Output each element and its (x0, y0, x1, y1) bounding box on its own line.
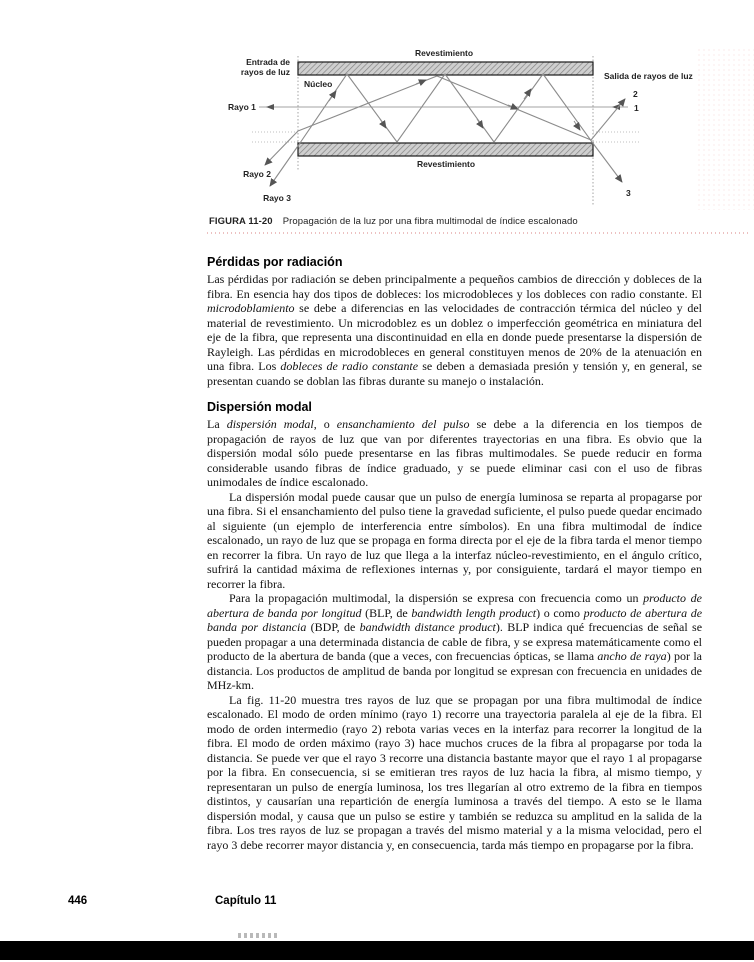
scan-black-bar (0, 941, 754, 960)
ray3-path (300, 74, 592, 143)
label-input-line1: Entrada de (246, 57, 290, 67)
label-input-line2: rayos de luz (240, 67, 290, 77)
paragraph-modal-dispersion-3: Para la propagación multimodal, la dispersión se expresa con frecuencia como un producto de abertura de banda por longitud (BLP, de bandwidth length product) o como producto de abertura de banda por distancia (BDP, de bandwidth distance product). BLP indica qué frecuencias de señal se pueden propagar a una determinada distancia de cable de fibra, y se expresa matemáticamente como el producto de la abertura de banda (que a veces, con frecuencias ópticas, se llama ancho de raya) por la distancia. Los productos de amplitud de banda por longitud se expresan con frecuencia en unidades de MHz-km. (207, 591, 703, 692)
ray2-entry (265, 131, 298, 165)
ray2-dir-arrow-1 (416, 80, 426, 84)
figure-caption-label: FIGURA 11-20 (209, 216, 273, 227)
label-exit3: 3 (626, 188, 631, 198)
label-cladding-bottom: Revestimiento (416, 159, 476, 169)
paragraph-modal-dispersion-2: La dispersión modal puede causar que un pulso de energía luminosa se reparta al propagarse por una fibra. Si el ensanchamiento del pulso tiene la gravedad suficiente, el pulso puede quedar encimado al siguiente (un ejemplo de interferencia entre símbolos). En una fibra multimodal de índice escalonado, un rayo de luz que se propaga en forma directa por el eje de la fibra tarda el menor tiempo en recorrer la fibra. Un rayo de luz que llega a la interfaz núcleo-revestimiento, en el ángulo crítico, sufrirá la cantidad máxima de reflexiones internas y, por consiguiente, tardará el mayor tiempo en recorrer la fibra. (207, 489, 702, 591)
label-exit1: 1 (634, 103, 639, 113)
label-ray1: Rayo 1 (228, 102, 256, 112)
ray2-exit (591, 99, 625, 140)
scan-artifact (238, 933, 280, 938)
page-number: 446 (68, 895, 88, 907)
label-exit2: 2 (633, 89, 638, 99)
label-core: Núcleo (304, 79, 333, 89)
label-output: Salida de rayos de luz (604, 71, 693, 81)
caption-underline-artifact (207, 232, 748, 234)
label-ray2: Rayo 2 (243, 169, 271, 179)
label-ray3: Rayo 3 (263, 193, 291, 203)
ray2-path (298, 76, 591, 140)
cladding-top-bar (298, 62, 593, 75)
ray3-exit (592, 142, 622, 182)
dotted-reference-lines (252, 132, 640, 142)
paragraph-radiation-losses: Las pérdidas por radiación se deben principalmente a pequeños cambios de dirección y dobleces de la fibra. En esencia hay dos tipos de dobleces: los microdobleces y los dobleces con radio constante. El microdoblamiento se debe a diferencias en las velocidades de contracción térmica del núcleo y del material de revestimiento. Un microdoblez es un doblez o imperfección geométrica en miniatura del eje de la fibra, que representa una discontinuidad en ella en donde puede presentarse la dispersión de Rayleigh. Las pérdidas en microdobleces en general constituyen menos de 20% de la atenuación en una fibra. Los dobleces de radio constante se deben a demasiada presión y tensión y, en general, se presentan cuando se doblan las fibras durante su manejo o instalación. (207, 272, 702, 388)
label-cladding-top: Revestimiento (414, 48, 474, 58)
ray3-entry (270, 143, 300, 186)
chapter-label: Capítulo 11 (215, 895, 277, 907)
fiber-figure (0, 0, 754, 240)
section-heading-modal-dispersion: Dispersión modal (207, 400, 312, 414)
cladding-bottom-bar (298, 143, 593, 156)
paragraph-modal-dispersion-1: La dispersión modal, o ensanchamiento del pulso se debe a la diferencia en los tiempos de propagación de rayos de luz que van por diferentes trayectorias en una fibra. Es obvio que la dispersión modal sólo puede presentarse en las fibras multimodales. Se puede reducir en forma considerable usando fibras de índice graduado, y se puede eliminar casi con el uso de fibras unimodales de índice escalonado. (207, 417, 702, 489)
paragraph-modal-dispersion-4: La fig. 11-20 muestra tres rayos de luz que se propagan por una fibra multimodal de índice escalonado. El modo de orden mínimo (rayo 1) recorre una trayectoria paralela al eje de la fibra. El modo de orden intermedio (rayo 2) rebota varias veces en la interfaz para recorrer la longitud de la fibra. El modo de orden máximo (rayo 3) hace muchos cruces de la fibra al propagarse por toda la distancia. Se puede ver que el rayo 3 recorre una distancia bastante mayor que el rayo 1 al propagarse por la fibra. En consecuencia, si se emitieran tres rayos de luz hacia la fibra, al mismo tiempo, y representaran un pulso de energía luminosa, los tres llegarían al otro extremo de la fibra en tiempos distintos, y causarían una repartición de energía luminosa a través del tiempo. A esto se le llama dispersión modal, y causa que un pulso se estire y también se reduzca su amplitud en la salida de la fibra. Los tres rayos de luz se propagan a través del mismo material y a la misma velocidad, pero el rayo 3 debe recorrer mayor distancia y, en consecuencia, tarda más tiempo en propagarse por la fibra. (207, 692, 702, 852)
body-text-column (207, 255, 702, 852)
ray1-arrow-left (266, 104, 274, 110)
figure-caption-text: Propagación de la luz por una fibra multimodal de índice escalonado (282, 216, 578, 227)
figure-caption (209, 216, 729, 227)
section-heading-radiation-losses: Pérdidas por radiación (207, 255, 343, 269)
ray3-direction-arrows (329, 89, 580, 130)
